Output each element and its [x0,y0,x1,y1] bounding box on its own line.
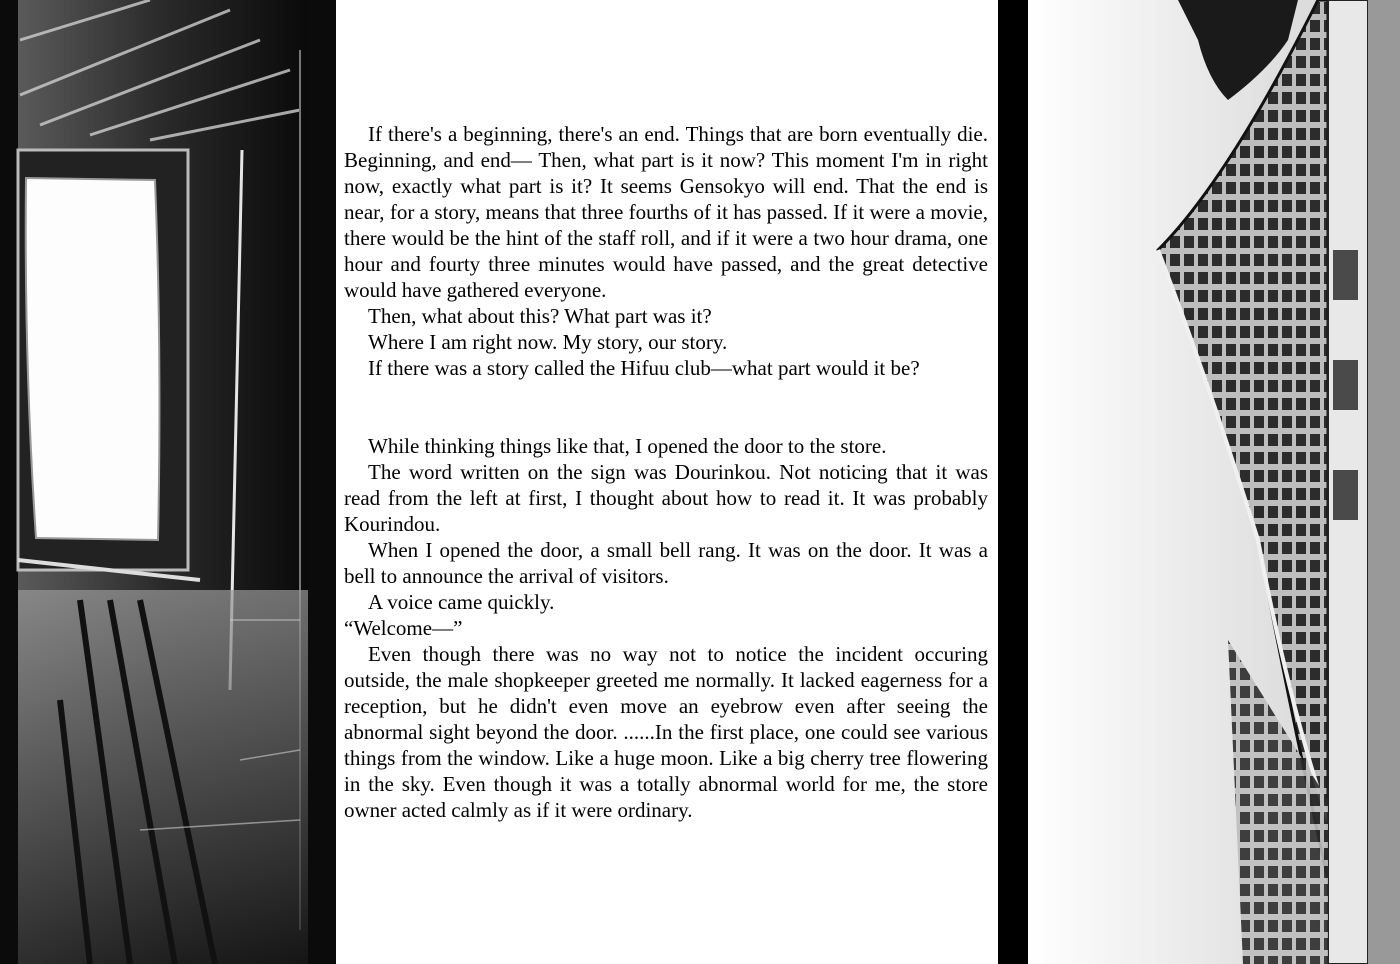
interior-window-drawing [0,0,336,964]
shrine-roof-drawing [1028,0,1400,964]
story-text [344,121,988,823]
paragraph: If there's a beginning, there's an end. Things that are born eventually die. Beginning, and end— Then, what part is it now? This moment I'm in right now, exactly what part is it? It seems Gensokyo will end. That the end is near, for a story, means that three fourths of it has passed. If it were a movie, there would be the hint of the staff roll, and if it were a two hour drama, one hour and fourty three minutes would have passed, and the great detective would have gathered everyone. [344,122,988,302]
right-illustration [1028,0,1400,964]
paragraph: When I opened the door, a small bell rang. It was on the door. It was a bell to announce the arrival of visitors. [344,538,988,588]
paragraph: Then, what about this? What part was it? [368,304,712,328]
paragraph: Where I am right now. My story, our story. [368,330,728,354]
paragraph: The word written on the sign was Dourinkou. Not noticing that it was read from the left at first, I thought about how to read it. It was probably Kourindou. [344,460,988,536]
paragraph: Even though there was no way not to notice the incident occuring outside, the male shopkeeper greeted me normally. It lacked eagerness for a reception, but he didn't even move an eyebrow even after seeing the abnormal sight beyond the door. ......In the first place, one could see various things from the window. Like a huge moon. Like a big cherry tree flowering in the sky. Even though it was a totally abnormal world for me, the store owner acted calmly as if it were ordinary. [344,642,988,822]
left-illustration [0,0,336,964]
paragraph: While thinking things like that, I opened the door to the store. [368,434,887,458]
text-page [336,0,998,964]
dialogue-line: “Welcome—” [344,616,463,640]
paragraph: A voice came quickly. [368,590,555,614]
paragraph: If there was a story called the Hifuu club—what part would it be? [368,356,920,380]
section-break [344,381,988,433]
